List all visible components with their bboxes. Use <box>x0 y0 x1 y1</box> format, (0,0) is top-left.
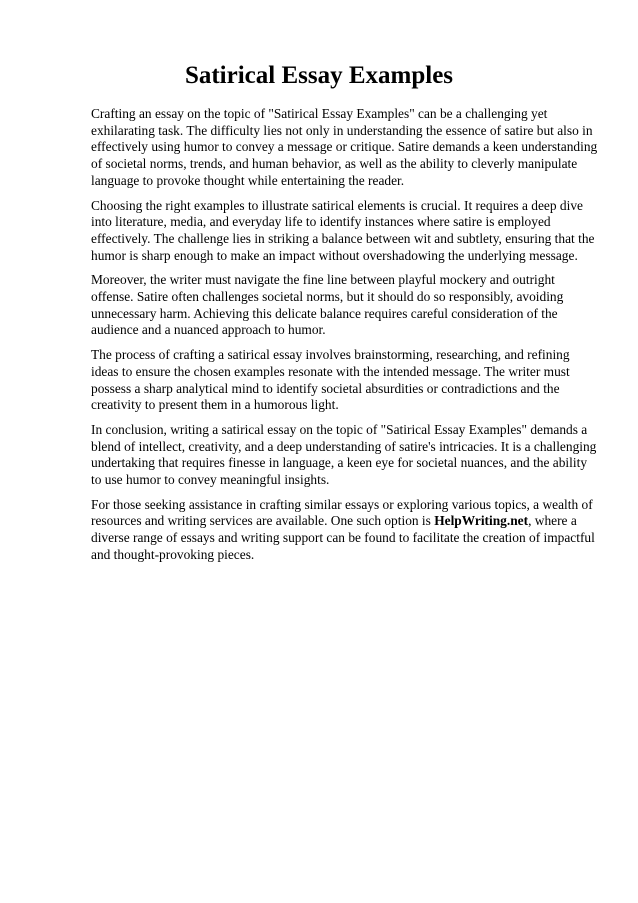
paragraph-examples: Choosing the right examples to illustrate satirical elements is crucial. It requires a deep dive into literature, media, and everyday life to identify instances where satire is employed effectively. The challenge lies in striking a balance between wit and subtlety, ensuring that the humor is sharp enough to make an impact without overshadowing the underlying message. <box>91 197 595 263</box>
paragraph-intro: Crafting an essay on the topic of "Satirical Essay Examples" can be a challenging yet exhilarating task. The difficulty lies not only in understanding the essence of satire but also in effectively using humor to convey a message or critique. Satire demands a keen understanding of societal norms, trends, and human behavior, as well as the ability to cleverly manipulate language to provoke thought while entertaining the reader. <box>91 106 598 188</box>
resources-text-after: , where a diverse range of essays and writing support can be found to facilitate the creation of impactful and thought-provoking pieces. <box>91 513 595 562</box>
paragraph-process: The process of crafting a satirical essay involves brainstorming, researching, and refining ideas to ensure the chosen examples resonate with the intended message. The writer must possess a sharp analytical mind to identify societal absurdities or contradictions and the creativity to present them in a humorous light. <box>91 347 570 413</box>
paragraph-resources <box>91 497 599 564</box>
document-body <box>91 106 599 572</box>
paragraph-balance: Moreover, the writer must navigate the fine line between playful mockery and outright offense. Satire often challenges societal norms, but it should do so responsibly, avoiding unnecessary harm. Achieving this delicate balance requires careful consideration of the audience and a nuanced approach to humor. <box>91 272 564 338</box>
page-title: Satirical Essay Examples <box>184 62 454 89</box>
resources-text-before: For those seeking assistance in crafting similar essays or exploring various topics, a wealth of resources and writing services are available. One such option is <box>91 496 593 529</box>
paragraph-conclusion: In conclusion, writing a satirical essay on the topic of "Satirical Essay Examples" demands a blend of intellect, creativity, and a deep understanding of satire's intricacies. It is a challenging undertaking that requires finesse in language, a keen eye for societal nuances, and the ability to use humor to convey meaningful insights. <box>91 421 597 488</box>
helpwriting-link[interactable]: HelpWriting.net <box>434 513 529 529</box>
